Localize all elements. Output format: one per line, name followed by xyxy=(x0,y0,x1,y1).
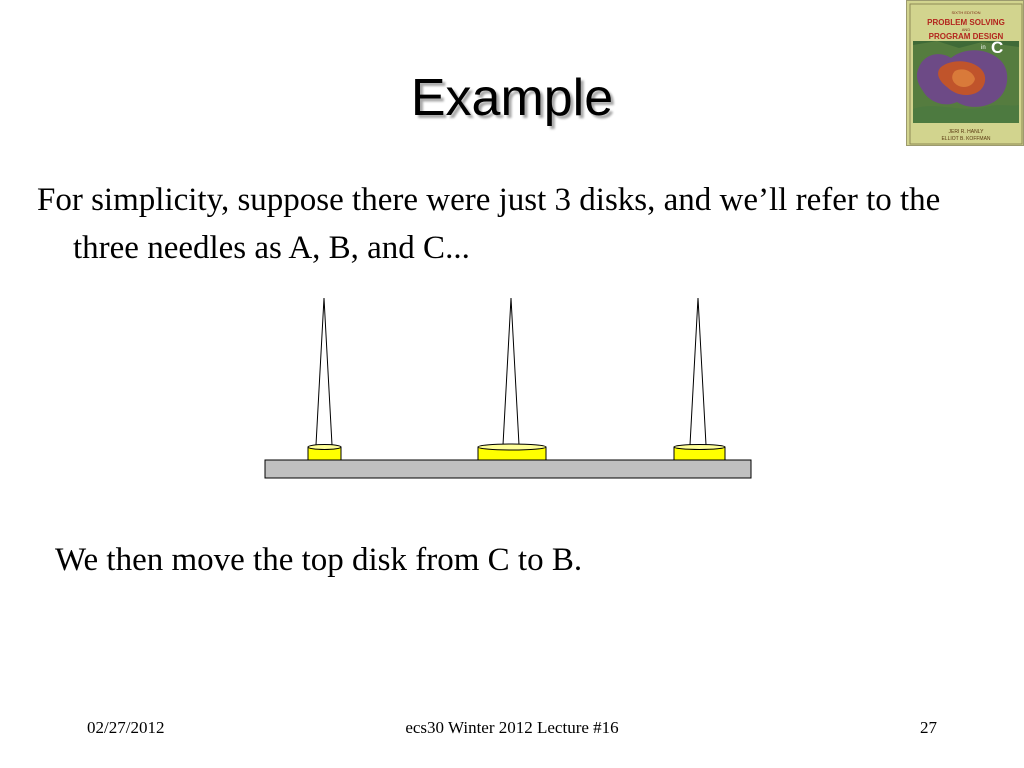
disk-small-a xyxy=(308,445,341,461)
footer-page-number: 27 xyxy=(920,718,937,737)
cover-title-line1: PROBLEM SOLVING xyxy=(927,18,1005,27)
needle-a xyxy=(308,298,341,460)
slide-title: Example xyxy=(410,69,614,127)
needle-c-spike xyxy=(690,298,706,445)
needle-b xyxy=(478,298,546,460)
needle-a-spike xyxy=(316,298,332,445)
cover-title-and: AND xyxy=(961,27,971,32)
caption-text: We then move the top disk from C to B. xyxy=(55,542,583,578)
footer-date: 02/27/2012 xyxy=(87,718,165,737)
bullet-text: For simplicity, suppose there were just 3 disks, and we’ll refer to the three needles as A, B, and C... xyxy=(37,182,941,266)
needle-base xyxy=(265,460,751,478)
needle-c xyxy=(674,298,725,460)
footer-course: ecs30 Winter 2012 Lecture #16 xyxy=(405,718,619,737)
disk-large-b xyxy=(478,444,546,460)
disk-medium-c xyxy=(674,445,725,461)
cover-title-in: in xyxy=(981,45,986,51)
cover-title-c: C xyxy=(991,38,1004,57)
needle-b-spike xyxy=(503,298,519,445)
cover-title-line2: PROGRAM DESIGN xyxy=(928,32,1004,41)
svg-text:SIXTH EDITION: SIXTH EDITION xyxy=(951,10,981,15)
cover-author-1: JERI R. HANLY xyxy=(948,129,984,135)
cover-author-2: ELLIOT B. KOFFMAN xyxy=(941,136,991,142)
